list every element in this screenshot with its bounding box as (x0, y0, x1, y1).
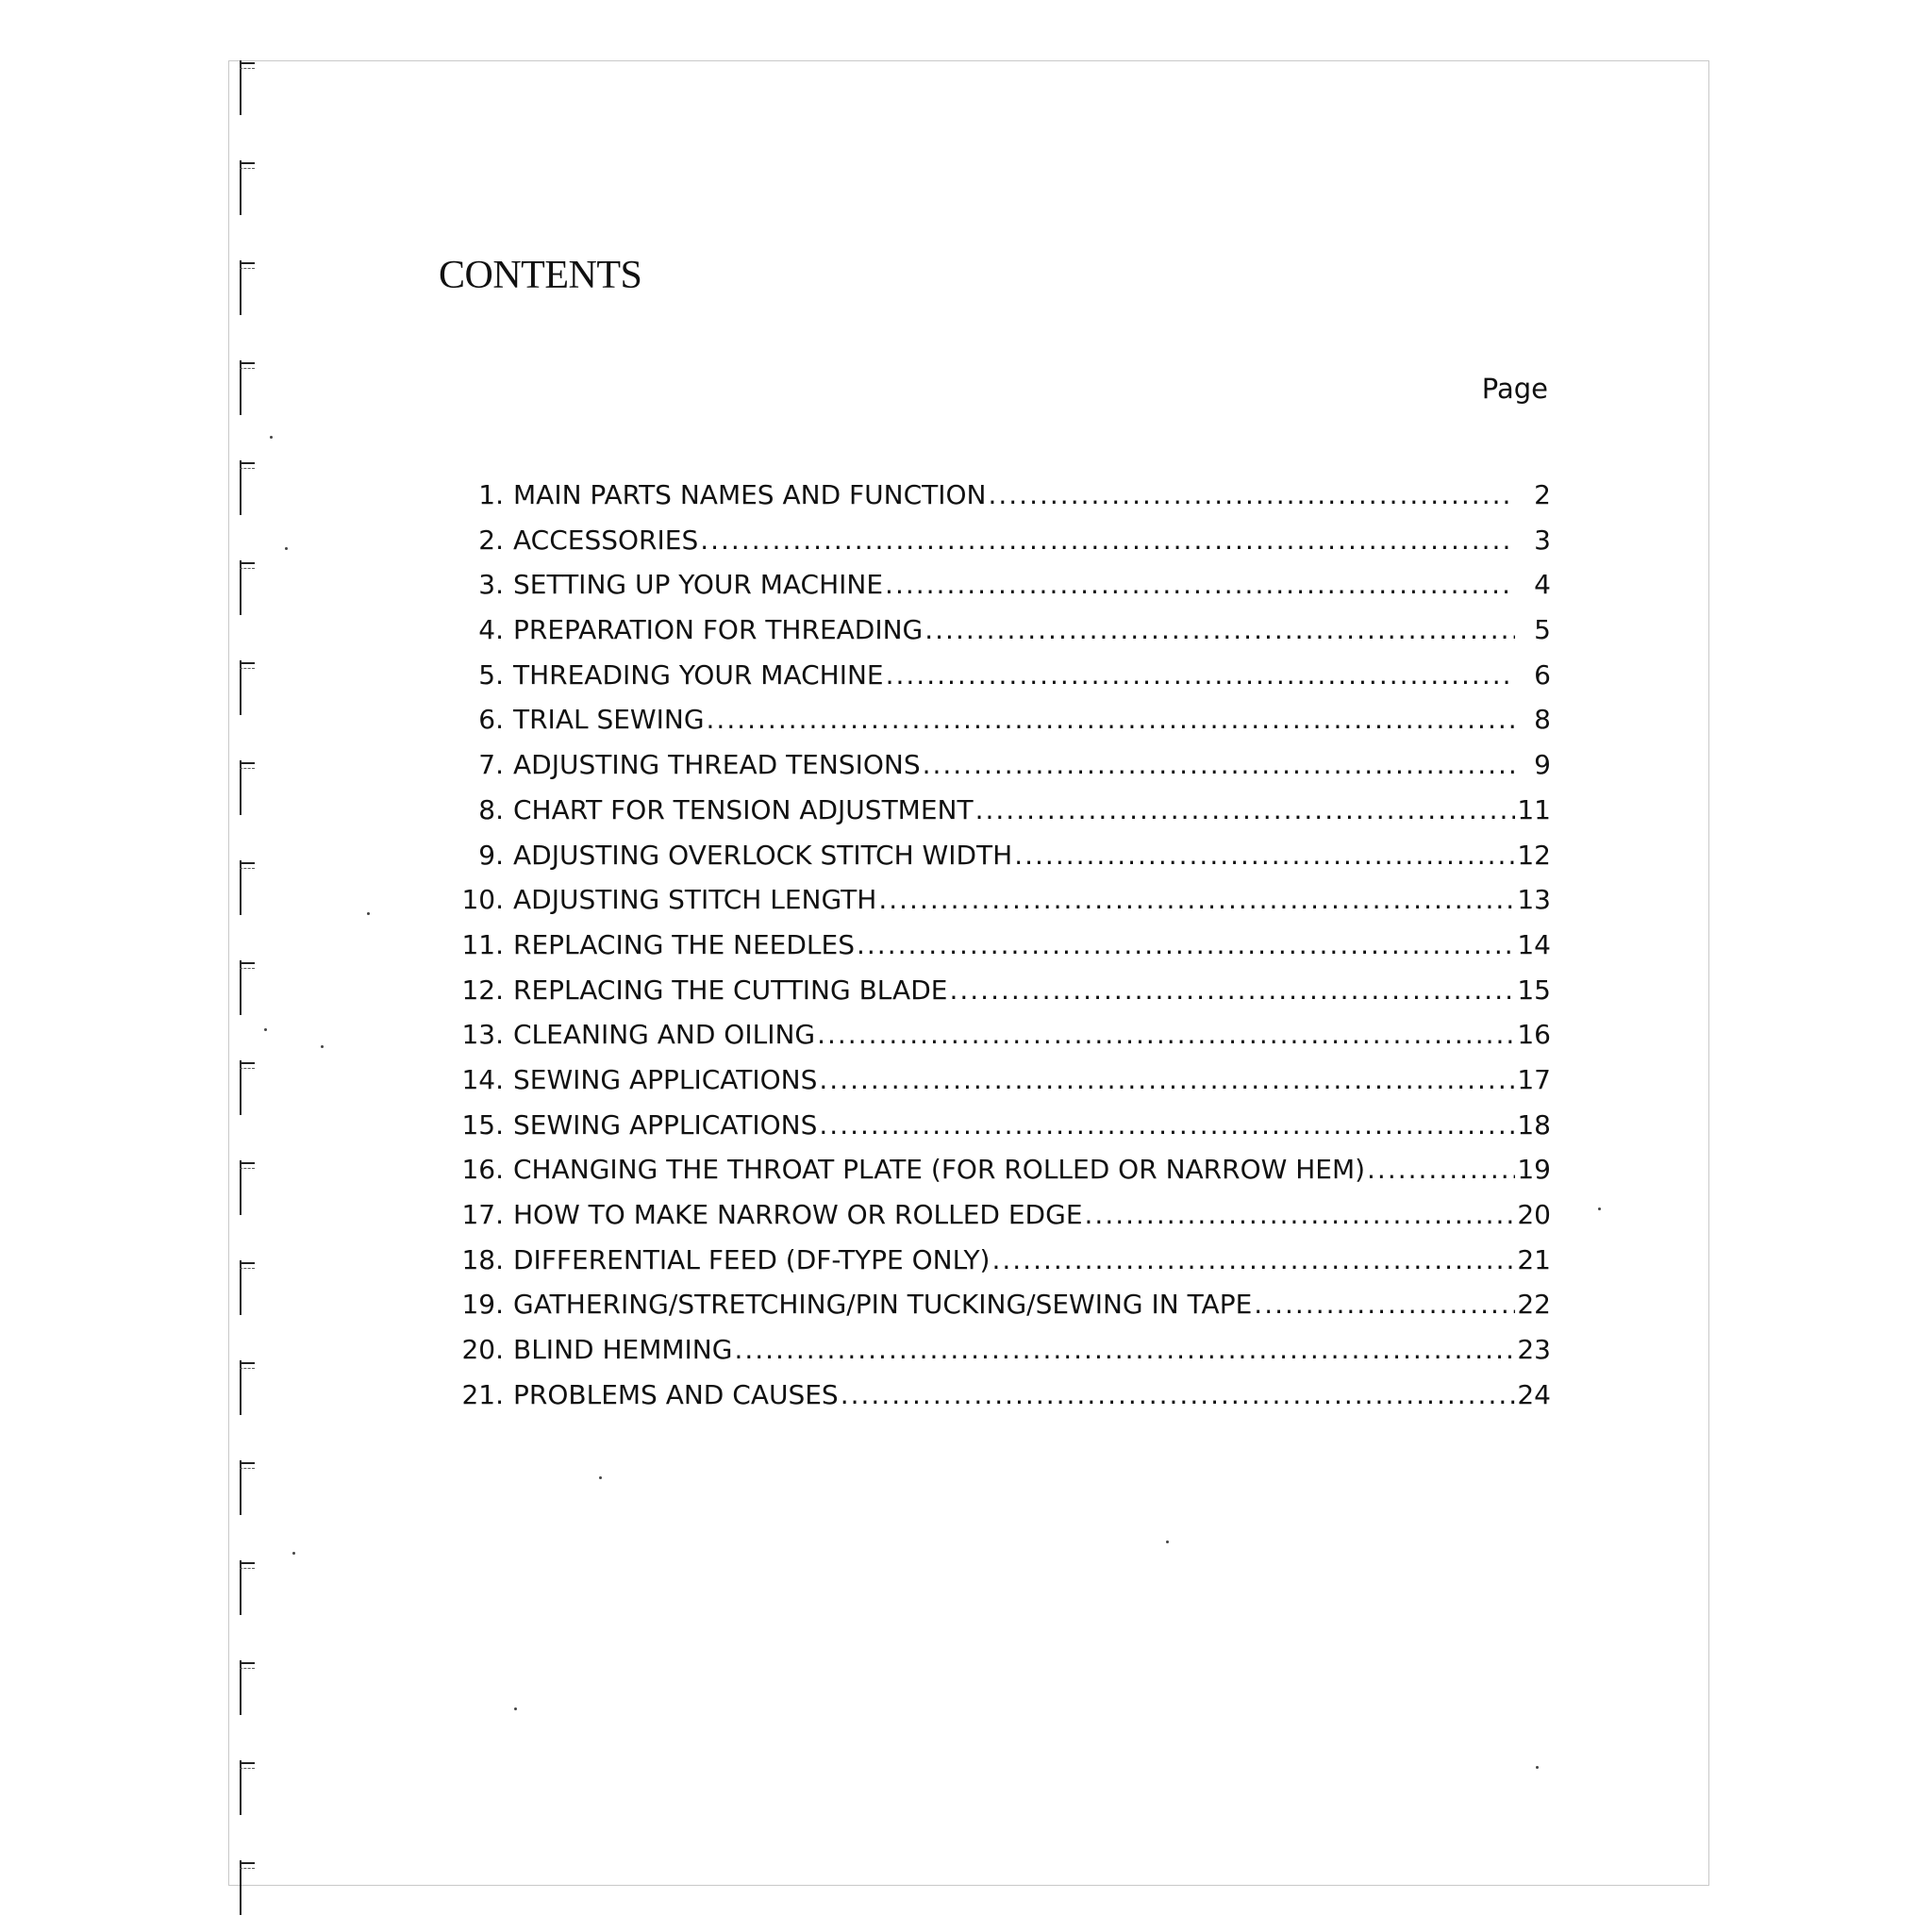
toc-entry-title: ADJUSTING THREAD TENSIONS (513, 749, 921, 781)
toc-dot-leader (857, 929, 1515, 960)
scan-speck (321, 1045, 324, 1048)
scan-speck (599, 1476, 602, 1479)
toc-entry-title: REPLACING THE CUTTING BLADE (513, 974, 948, 1006)
scan-speck (367, 912, 370, 915)
page-column-label: Page (1481, 373, 1548, 405)
toc-entry-page: 17 (1517, 1063, 1551, 1095)
page-title: CONTENTS (439, 254, 642, 297)
toc-entry-page: 8 (1534, 704, 1551, 736)
table-of-contents (451, 479, 1551, 1424)
binding-hole (240, 1860, 258, 1886)
toc-entry-page: 22 (1517, 1289, 1551, 1321)
binding-hole (240, 1460, 258, 1515)
toc-entry-number: 18. (461, 1243, 504, 1275)
toc-dot-leader (988, 479, 1515, 510)
binding-hole (240, 160, 258, 215)
toc-entry-number: 3. (478, 569, 504, 601)
toc-entry-title: GATHERING/STRETCHING/PIN TUCKING/SEWING IN TAPE (513, 1289, 1253, 1321)
toc-entry (451, 974, 1551, 1020)
toc-dot-leader (841, 1379, 1515, 1410)
toc-entry-page: 9 (1534, 749, 1551, 781)
toc-entry (451, 1019, 1551, 1064)
binding-hole (240, 1560, 258, 1615)
spiral-binding (236, 60, 264, 1886)
toc-entry-title: MAIN PARTS NAMES AND FUNCTION (513, 479, 987, 510)
binding-hole (240, 1060, 258, 1115)
toc-dot-leader (734, 1334, 1515, 1365)
toc-dot-leader (949, 974, 1515, 1006)
toc-entry-number: 13. (461, 1019, 504, 1051)
toc-dot-leader (885, 569, 1515, 600)
toc-entry (451, 840, 1551, 885)
binding-hole (240, 560, 258, 615)
toc-entry-number: 14. (461, 1063, 504, 1095)
toc-entry-title: BLIND HEMMING (513, 1334, 733, 1366)
toc-entry-title: CHANGING THE THROAT PLATE (FOR ROLLED OR NARROW HEM) (513, 1154, 1366, 1186)
toc-dot-leader (1254, 1289, 1515, 1320)
toc-entry-number: 10. (461, 884, 504, 916)
toc-entry (451, 929, 1551, 974)
toc-entry (451, 1154, 1551, 1199)
toc-entry-page: 12 (1517, 839, 1551, 871)
toc-entry (451, 1334, 1551, 1379)
binding-hole (240, 260, 258, 315)
toc-entry-number: 12. (461, 974, 504, 1006)
binding-hole (240, 1760, 258, 1815)
binding-hole (240, 860, 258, 915)
toc-entry-title: ACCESSORIES (513, 524, 699, 556)
toc-entry-title: CHART FOR TENSION ADJUSTMENT (513, 793, 974, 825)
binding-hole (240, 60, 258, 115)
toc-entry-number: 21. (461, 1378, 504, 1410)
toc-entry-title: CLEANING AND OILING (513, 1019, 816, 1051)
toc-dot-leader (819, 1064, 1515, 1095)
toc-entry (451, 1289, 1551, 1334)
toc-entry-page: 21 (1517, 1243, 1551, 1275)
toc-entry-title: ADJUSTING STITCH LENGTH (513, 884, 877, 916)
toc-entry-title: REPLACING THE NEEDLES (513, 928, 855, 960)
toc-entry (451, 1379, 1551, 1424)
toc-entry-page: 4 (1534, 569, 1551, 601)
toc-dot-leader (700, 525, 1515, 556)
toc-entry-page: 20 (1517, 1199, 1551, 1230)
toc-entry-page: 2 (1534, 479, 1551, 510)
binding-hole (240, 760, 258, 815)
toc-entry-number: 4. (478, 614, 504, 646)
toc-entry-number: 11. (461, 928, 504, 960)
toc-entry-title: DIFFERENTIAL FEED (DF-TYPE ONLY) (513, 1243, 991, 1275)
toc-entry-number: 1. (478, 479, 504, 510)
toc-entry-title: ADJUSTING OVERLOCK STITCH WIDTH (513, 839, 1013, 871)
toc-entry-title: HOW TO MAKE NARROW OR ROLLED EDGE (513, 1199, 1083, 1230)
toc-entry-page: 23 (1517, 1334, 1551, 1366)
toc-dot-leader (924, 614, 1515, 645)
toc-entry (451, 569, 1551, 614)
scan-speck (270, 436, 273, 439)
toc-entry-page: 13 (1517, 884, 1551, 916)
binding-hole (240, 360, 258, 415)
toc-entry-number: 19. (461, 1289, 504, 1321)
toc-dot-leader (1014, 840, 1515, 871)
toc-entry-page: 6 (1534, 658, 1551, 691)
toc-entry (451, 614, 1551, 659)
toc-dot-leader (707, 704, 1515, 735)
binding-hole (240, 1360, 258, 1415)
toc-entry-title: TRIAL SEWING (513, 704, 705, 736)
toc-entry (451, 1064, 1551, 1109)
toc-entry-title: THREADING YOUR MACHINE (513, 658, 884, 691)
toc-dot-leader (923, 749, 1515, 780)
toc-entry (451, 704, 1551, 749)
toc-entry-title: SETTING UP YOUR MACHINE (513, 569, 884, 601)
scan-speck (285, 547, 288, 550)
binding-hole (240, 1660, 258, 1715)
toc-entry-page: 16 (1517, 1019, 1551, 1051)
toc-entry (451, 479, 1551, 525)
toc-entry-page: 3 (1534, 524, 1551, 556)
toc-dot-leader (817, 1019, 1515, 1050)
toc-entry (451, 1244, 1551, 1290)
toc-dot-leader (1367, 1154, 1515, 1185)
toc-entry-number: 16. (461, 1154, 504, 1186)
scan-speck (292, 1552, 295, 1555)
toc-entry (451, 1199, 1551, 1244)
toc-entry-page: 11 (1517, 793, 1551, 825)
toc-entry-number: 5. (478, 658, 504, 691)
toc-entry-title: SEWING APPLICATIONS (513, 1108, 818, 1141)
toc-entry-page: 14 (1517, 928, 1551, 960)
toc-entry-page: 5 (1534, 614, 1551, 646)
binding-hole (240, 1260, 258, 1315)
toc-entry-number: 17. (461, 1199, 504, 1230)
scan-speck (514, 1707, 517, 1710)
toc-dot-leader (991, 1244, 1515, 1275)
toc-entry-number: 2. (478, 524, 504, 556)
scan-speck (1598, 1208, 1601, 1210)
toc-entry-page: 24 (1517, 1378, 1551, 1410)
toc-entry-number: 7. (478, 749, 504, 781)
toc-entry (451, 659, 1551, 705)
toc-entry-number: 8. (478, 793, 504, 825)
toc-entry-title: PROBLEMS AND CAUSES (513, 1378, 839, 1410)
toc-dot-leader (878, 884, 1515, 915)
toc-entry-page: 19 (1517, 1154, 1551, 1186)
toc-entry (451, 794, 1551, 840)
toc-dot-leader (819, 1109, 1515, 1141)
toc-entry-title: PREPARATION FOR THREADING (513, 614, 924, 646)
binding-hole (240, 660, 258, 715)
binding-hole (240, 460, 258, 515)
toc-entry-number: 6. (478, 704, 504, 736)
toc-entry-page: 15 (1517, 974, 1551, 1006)
toc-entry-title: SEWING APPLICATIONS (513, 1063, 818, 1095)
binding-hole (240, 960, 258, 1015)
scan-speck (1166, 1541, 1169, 1543)
toc-entry (451, 525, 1551, 570)
toc-dot-leader (1085, 1199, 1515, 1230)
toc-entry-number: 15. (461, 1108, 504, 1141)
toc-entry-number: 9. (478, 839, 504, 871)
toc-dot-leader (886, 659, 1515, 691)
scan-speck (1536, 1766, 1539, 1769)
toc-entry-number: 20. (461, 1334, 504, 1366)
scan-speck (264, 1028, 267, 1031)
toc-dot-leader (975, 794, 1515, 825)
toc-entry (451, 749, 1551, 794)
toc-entry (451, 884, 1551, 929)
toc-entry-page: 18 (1517, 1108, 1551, 1141)
binding-hole (240, 1160, 258, 1215)
toc-entry (451, 1109, 1551, 1155)
